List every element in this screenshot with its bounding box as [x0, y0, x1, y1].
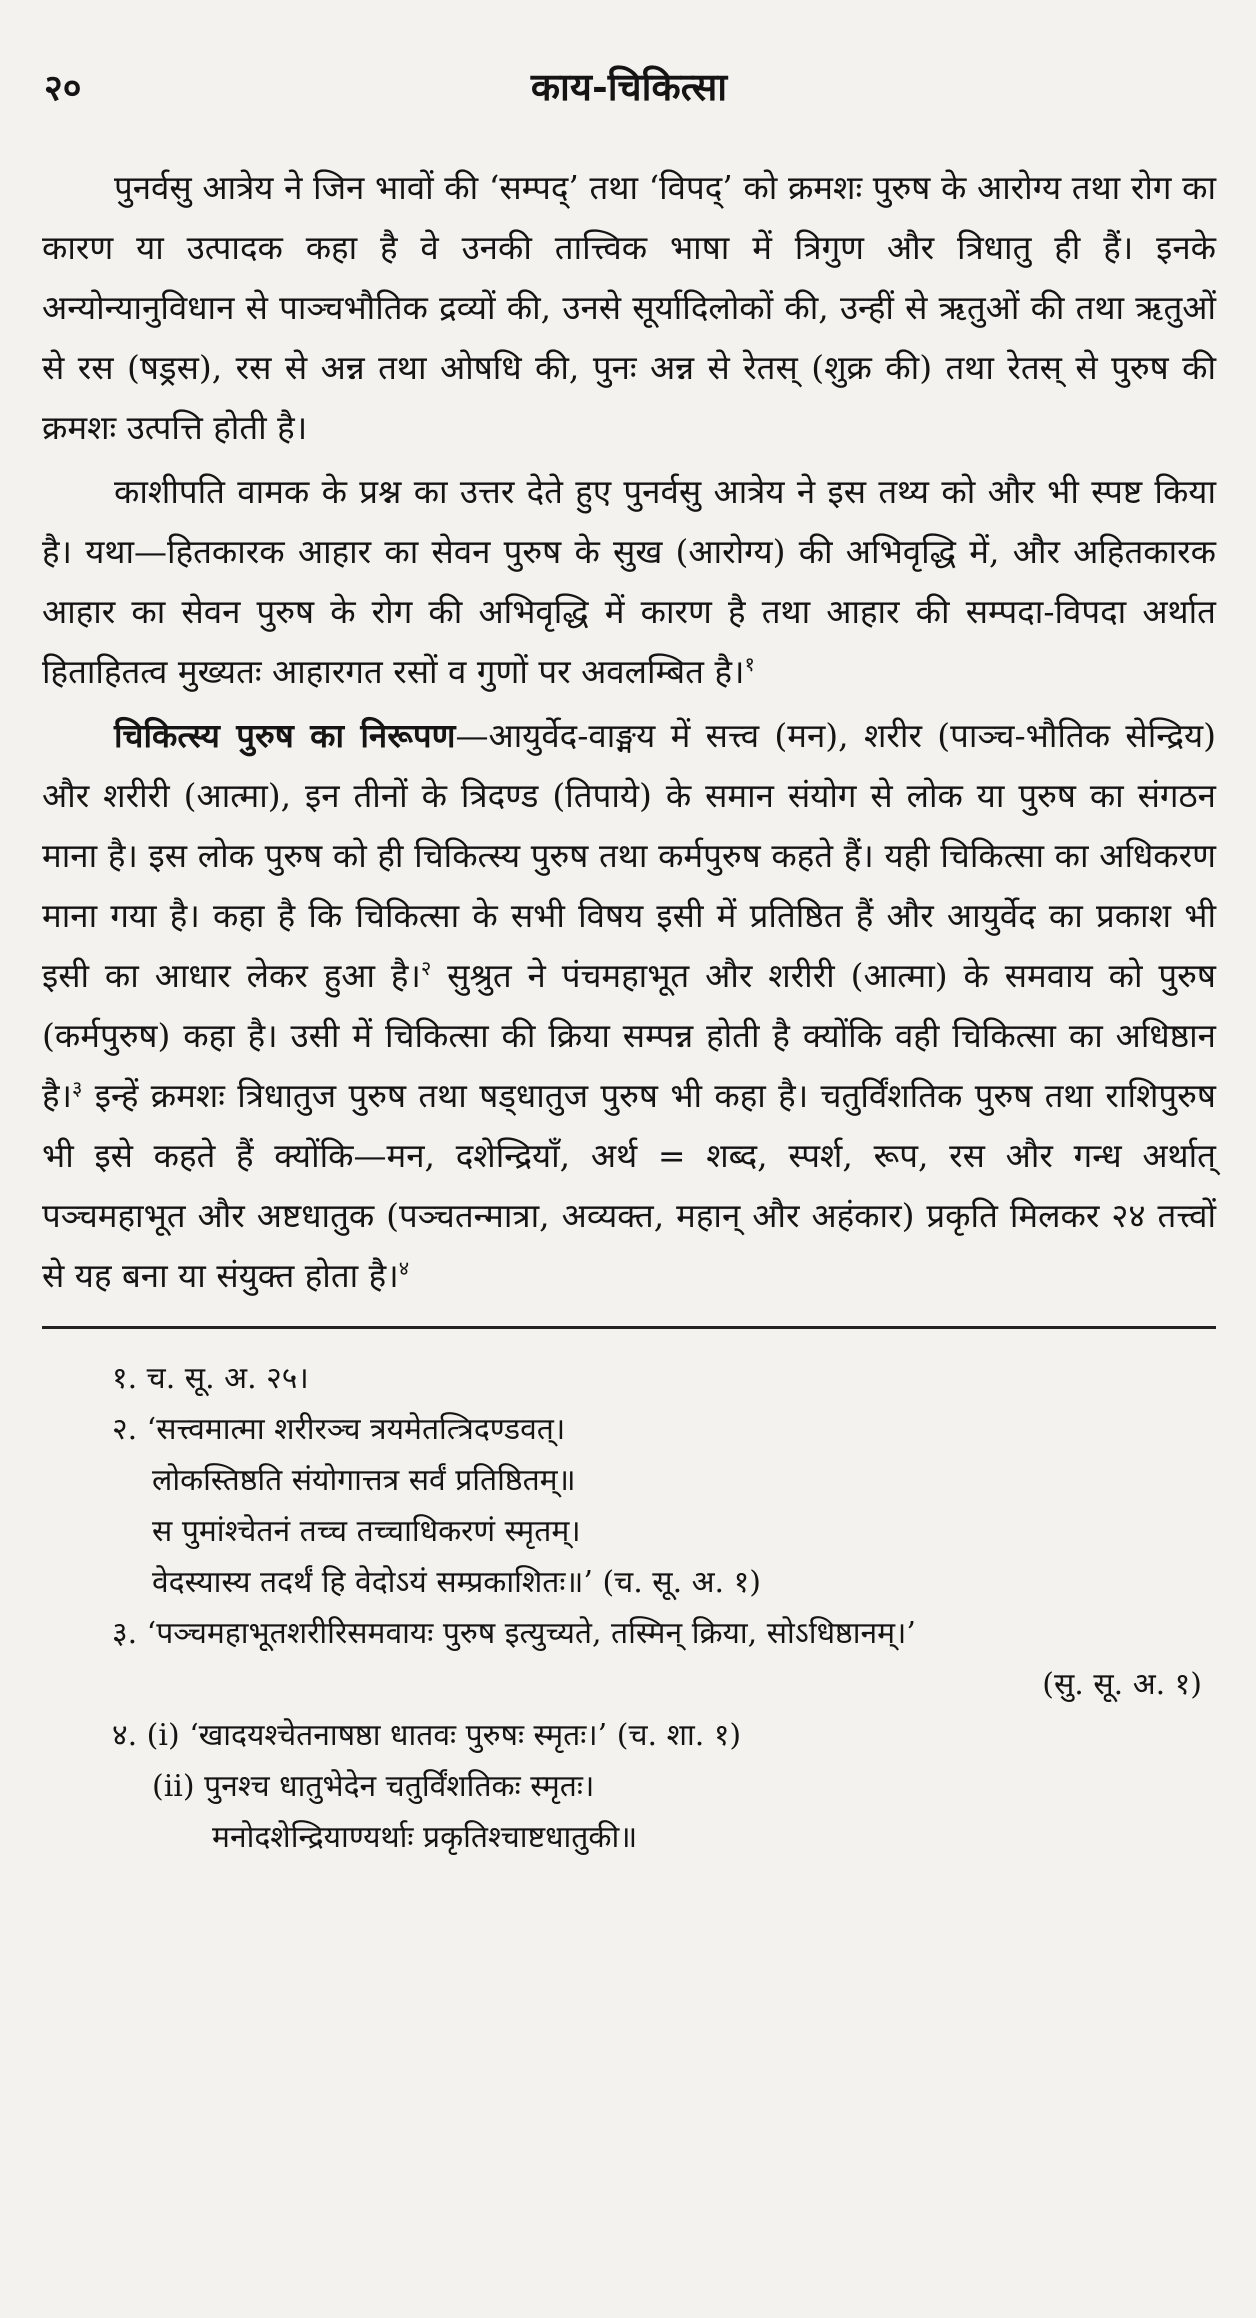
running-title: काय-चिकित्सा — [530, 64, 728, 109]
footnote-2: २. ‘सत्त्वमात्मा शरीरञ्च त्रयमेतत्त्रिदण्डवत्। — [112, 1412, 566, 1447]
footnote-2-verse: स पुमांश्चेतनं तच्च तच्चाधिकरणं स्मृतम्। — [152, 1514, 581, 1549]
section-text: इन्हें क्रमशः त्रिधातुज पुरुष तथा षड्धातुज पुरुष भी कहा है। चतुर्विंशतिक पुरुष तथा राशिपुरुष भी इसे कहते हैं क्योंकि—मन, दशेन्द्रियाँ, अर्थ = शब्द, स्पर्श, रूप, रस और गन्ध अर्थात् पञ्चमहाभूत और अष्टधातुक (पञ्चतन्मात्रा, अव्यक्त, महान् और अहंकार) प्रकृति मिलकर २४ तत्त्वों से यह बना या संयुक्त होता है। — [42, 1076, 1216, 1295]
footnote-marker: ४ — [398, 1256, 410, 1280]
footnote-3-citation: (सु. सू. अ. १) — [1042, 1667, 1202, 1702]
footnotes — [42, 1353, 1216, 1863]
body-text — [42, 158, 1216, 1306]
paragraph — [42, 462, 1216, 702]
section-text: सुश्रुत ने पंचमहाभूत और शरीरी (आत्मा) के समवाय को पुरुष (कर्मपुरुष) कहा है। उसी में चिकित्सा की क्रिया सम्पन्न होती है क्योंकि वही चिकित्सा का अधिष्ठान है। — [42, 956, 1216, 1115]
footnote-1: १. च. सू. अ. २५। — [112, 1361, 309, 1396]
footnote-4: ४. (i) ‘खादयश्चेतनाषष्ठा धातवः पुरुषः स्मृतः।’ (च. शा. १) — [112, 1718, 742, 1753]
footnote-4-verse: मनोदशेन्द्रियाण्यर्थाः प्रकृतिश्चाष्टधातुकी॥ — [212, 1820, 638, 1855]
section-heading: चिकित्स्य पुरुष का निरूपण — [114, 716, 456, 755]
footnote-4-verse: (ii) पुनश्च धातुभेदेन चतुर्विंशतिकः स्मृतः। — [152, 1769, 595, 1804]
page-number: २० — [44, 67, 82, 109]
footnote-3: ३. ‘पञ्चमहाभूतशरीरिसमवायः पुरुष इत्युच्यते, तस्मिन् क्रिया, सोऽधिष्ठानम्।’ — [112, 1616, 916, 1651]
footnote-2-verse: वेदस्यास्य तदर्थं हि वेदोऽयं सम्प्रकाशितः॥’ (च. सू. अ. १) — [152, 1565, 761, 1600]
footnote-marker: २ — [420, 956, 432, 980]
footnote-marker: ३ — [72, 1076, 83, 1100]
footnote-divider — [42, 1326, 1216, 1329]
footnote-marker: १ — [744, 652, 755, 676]
page-header — [42, 60, 1216, 120]
paragraph-text: काशीपति वामक के प्रश्न का उत्तर देते हुए पुनर्वसु आत्रेय ने इस तथ्य को और भी स्पष्ट किया है। यथा—हितकारक आहार का सेवन पुरुष के सुख (आरोग्य) की अभिवृद्धि में, और अहितकारक आहार का सेवन पुरुष के रोग की अभिवृद्धि में कारण है तथा आहार की सम्पदा-विपदा अर्थात हिताहितत्व मुख्यतः आहारगत रसों व गुणों पर अवलम्बित है। — [42, 472, 1216, 691]
section-text: —आयुर्वेद-वाङ्मय में सत्त्व (मन), शरीर (पाञ्च-भौतिक सेन्द्रिय) और शरीरी (आत्मा), इन तीनों के त्रिदण्ड (तिपाये) के समान संयोग से लोक या पुरुष का संगठन माना है। इस लोक पुरुष को ही चिकित्स्य पुरुष तथा कर्मपुरुष कहते हैं। यही चिकित्सा का अधिकरण माना गया है। कहा है कि चिकित्सा के सभी विषय इसी में प्रतिष्ठित हैं और आयुर्वेद का प्रकाश भी इसी का आधार लेकर हुआ है। — [42, 716, 1216, 995]
footnote-2-verse: लोकस्तिष्ठति संयोगात्तत्र सर्वं प्रतिष्ठितम्॥ — [152, 1463, 576, 1498]
paragraph: पुनर्वसु आत्रेय ने जिन भावों की ‘सम्पद्’ तथा ‘विपद्’ को क्रमशः पुरुष के आरोग्य तथा रोग का कारण या उत्पादक कहा है वे उनकी तात्त्विक भाषा में त्रिगुण और त्रिधातु ही हैं। इनके अन्योन्यानुविधान से पाञ्चभौतिक द्रव्यों की, उनसे सूर्यादिलोकों की, उन्हीं से ऋतुओं की तथा ऋतुओं से रस (षड्रस), रस से अन्न तथा ओषधि की, पुनः अन्न से रेतस् (शुक्र की) तथा रेतस् से पुरुष की क्रमशः उत्पत्ति होती है। — [42, 168, 1216, 447]
section-paragraph — [42, 706, 1216, 1306]
